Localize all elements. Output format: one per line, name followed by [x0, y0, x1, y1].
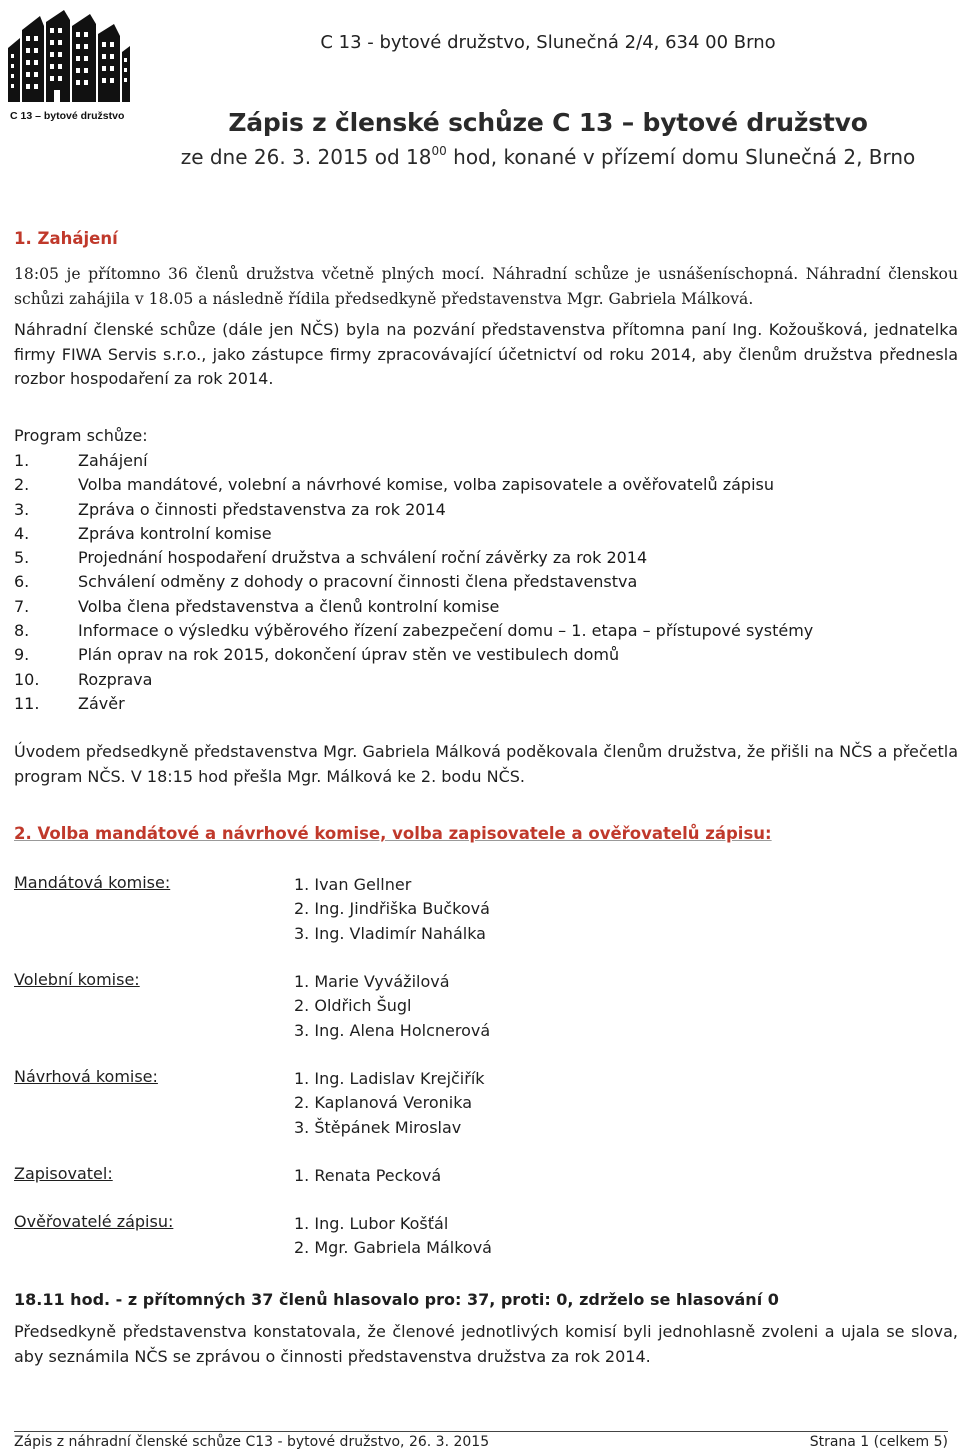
cooperative-logo	[4, 8, 134, 126]
buildings-logo-icon	[6, 8, 132, 104]
header-address: C 13 - bytové družstvo, Slunečná 2/4, 634 00 Brno	[320, 32, 776, 53]
navrhova-label: Návrhová komise:	[14, 1067, 158, 1086]
list-item: 1. Marie Vyvážilová	[294, 972, 450, 991]
list-item: 2. Oldřich Šugl	[294, 996, 412, 1016]
subtitle-sup: 00	[431, 144, 447, 158]
overovatele-list	[294, 1212, 492, 1261]
document-title: Zápis z členské schůze C 13 – bytové družstvo	[228, 108, 868, 137]
list-item: 1. Ing. Ladislav Krejčiřík	[294, 1069, 485, 1088]
list-item: 1. Ivan Gellner	[294, 875, 412, 894]
list-item: 1. Renata Pecková	[294, 1166, 442, 1185]
list-item: 8. Informace o výsledku výběrového řízení zabezpečení domu – 1. etapa – přístupové systémy	[14, 621, 814, 641]
navrhova-list	[294, 1067, 485, 1140]
section1-paragraph1: 18:05 je přítomno 36 členů družstva včetně plných mocí. Náhradní schůze je usnášeníschopná. Náhradní členskou schůzi zahájila v 18.05 a následně řídila předsedkyně představenstva Mgr. Gabriela Málková.	[14, 265, 958, 308]
list-item: 3. Ing. Alena Holcnerová	[294, 1020, 491, 1040]
list-item: 11. Závěr	[14, 693, 125, 713]
list-item: 2. Volba mandátové, volební a návrhové komise, volba zapisovatele a ověřovatelů zápisu	[14, 475, 774, 495]
list-item: 3. Zpráva o činnosti představenstva za rok 2014	[14, 499, 446, 519]
section2-heading: 2. Volba mandátové a návrhové komise, volba zapisovatele a ověřovatelů zápisu:	[14, 824, 772, 843]
footer-page-number: Strana 1 (celkem 5)	[809, 1434, 948, 1450]
list-item: 2. Ing. Jindřiška Bučková	[294, 899, 490, 919]
list-item: 10. Rozprava	[14, 669, 153, 689]
volebni-list	[294, 970, 490, 1043]
section1-paragraph2: Náhradní členské schůze (dále jen NČS) byla na pozvání představenstva přítomna paní Ing. Kožoušková, jednatelka firmy FIWA Servis s.r.o., jako zástupce firmy zpracovávající účetnictví od roku 2014, aby členům družstva přednesla rozbor hospodaření za rok 2014.	[14, 320, 958, 388]
closing-paragraph: Předsedkyně představenstva konstatovala, že členové jednotlivých komisí byli jednohlasně zvoleni a ujala se slova, aby seznámila NČS se zprávou o činnosti představenstva družstva za rok 2014.	[14, 1322, 958, 1366]
program-title: Program schůze:	[14, 426, 148, 445]
list-item: 2. Mgr. Gabriela Málková	[294, 1238, 492, 1258]
list-item: 3. Štěpánek Miroslav	[294, 1117, 462, 1137]
zapisovatel-label: Zapisovatel:	[14, 1164, 113, 1183]
volebni-label: Volební komise:	[14, 970, 140, 989]
subtitle-post: hod, konané v přízemí domu Slunečná 2, Brno	[446, 145, 916, 169]
list-item: 3. Ing. Vladimír Nahálka	[294, 923, 486, 943]
mandatova-label: Mandátová komise:	[14, 873, 171, 892]
list-item: 1. Zahájení	[14, 451, 148, 470]
footer-divider	[14, 1431, 948, 1432]
vote-result: 18.11 hod. - z přítomných 37 členů hlasovalo pro: 37, proti: 0, zdrželo se hlasování 0	[14, 1290, 779, 1309]
program-intro: Úvodem předsedkyně představenstva Mgr. Gabriela Málková poděkovala členům družstva, že přišli na NČS a přečetla program NČS. V 18:15 hod přešla Mgr. Málková ke 2. bodu NČS.	[14, 742, 958, 786]
program-list	[14, 449, 813, 716]
list-item: 5. Projednání hospodaření družstva a schválení roční závěrky za rok 2014	[14, 548, 648, 568]
list-item: 2. Kaplanová Veronika	[294, 1093, 472, 1113]
list-item: 6. Schválení odměny z dohody o pracovní činnosti člena představenstva	[14, 572, 638, 592]
list-item: 4. Zpráva kontrolní komise	[14, 523, 272, 543]
overovatele-label: Ověřovatelé zápisu:	[14, 1212, 174, 1231]
subtitle-pre: ze dne 26. 3. 2015 od 18	[180, 145, 432, 169]
zapisovatel-list	[294, 1164, 441, 1188]
logo-caption: C 13 – bytové družstvo	[10, 110, 125, 122]
footer-left: Zápis z náhradní členské schůze C13 - bytové družstvo, 26. 3. 2015	[14, 1434, 490, 1450]
list-item: 9. Plán oprav na rok 2015, dokončení úprav stěn ve vestibulech domů	[14, 645, 620, 665]
list-item: 1. Ing. Lubor Košťál	[294, 1214, 449, 1233]
document-subtitle	[136, 144, 960, 169]
list-item: 7. Volba člena představenstva a členů kontrolní komise	[14, 596, 500, 616]
mandatova-list	[294, 873, 490, 946]
section1-heading: 1. Zahájení	[14, 229, 118, 248]
